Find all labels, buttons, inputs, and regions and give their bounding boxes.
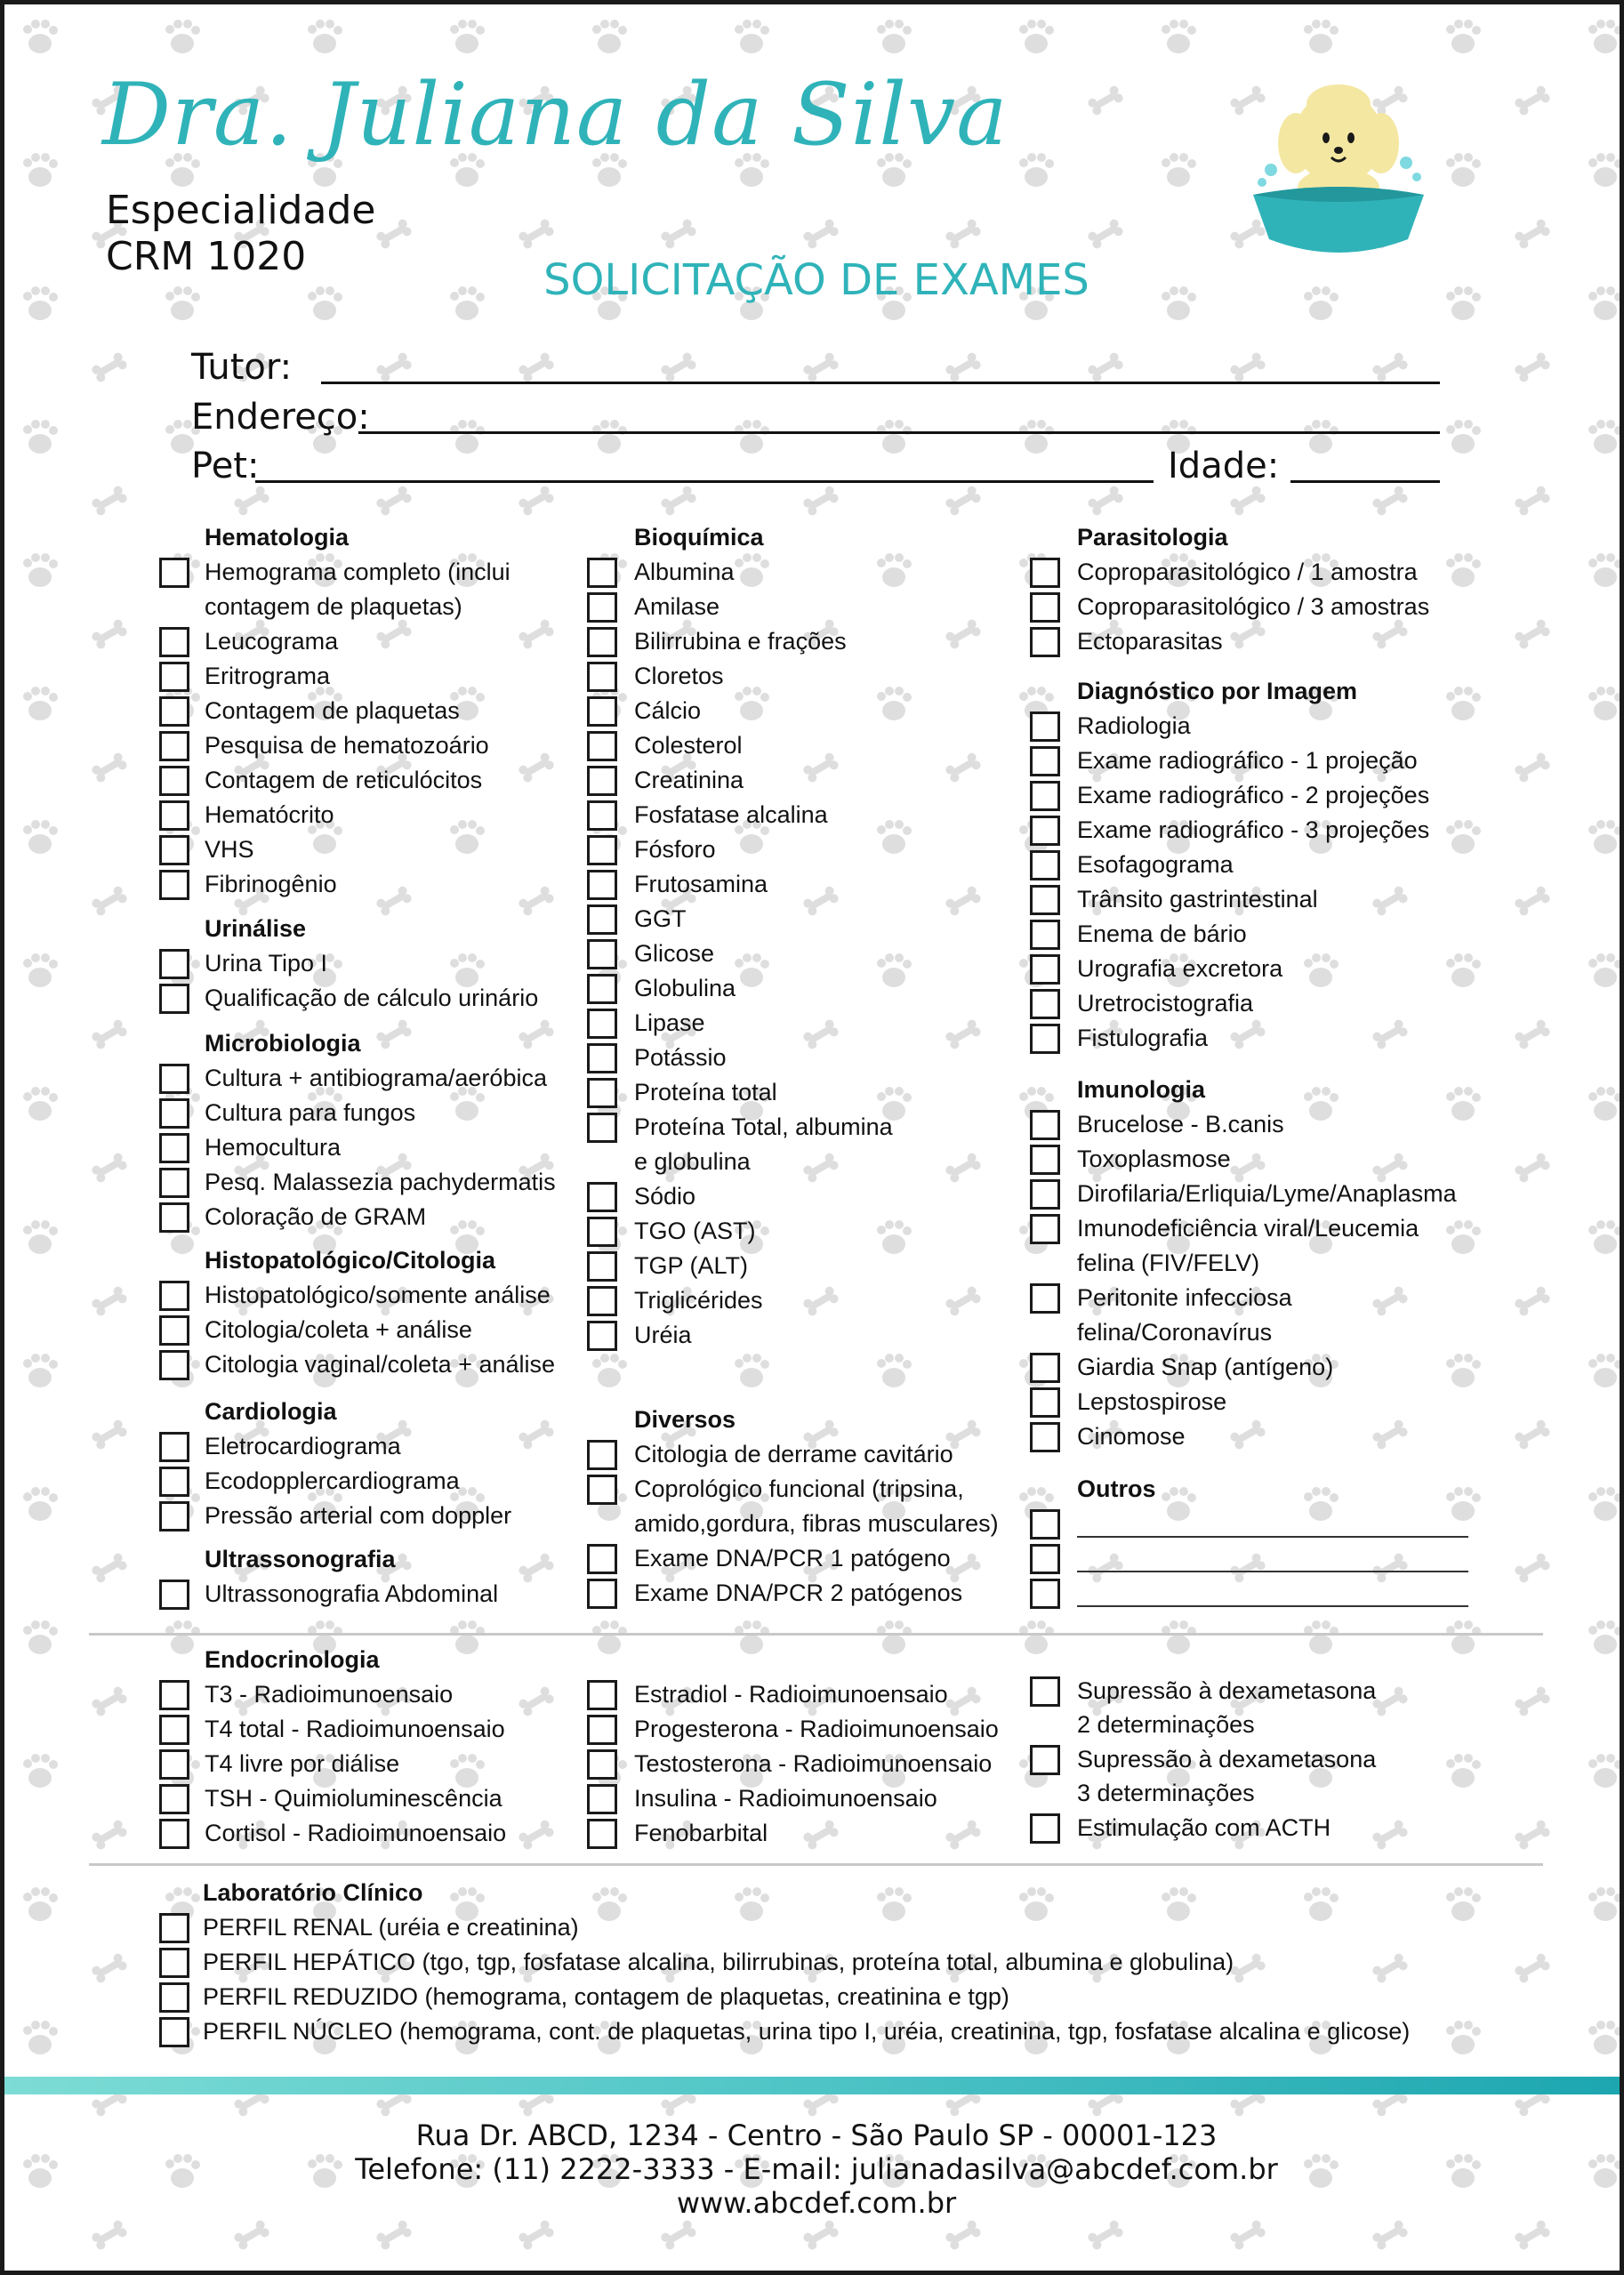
exam-label-imagem-5: Trânsito gastrintestinal xyxy=(1077,886,1318,912)
section-heading-endocrinologia: Endocrinologia xyxy=(205,1646,380,1673)
footer-address: Rua Dr. ABCD, 1234 - Centro - São Paulo SP - 00001-123 xyxy=(415,2118,1218,2152)
exam-label-endocrinologia-13: 3 determinações xyxy=(1077,1780,1255,1806)
exam-label-parasitologia-2: Ectoparasitas xyxy=(1077,628,1223,655)
checkbox-cardiologia-1[interactable] xyxy=(159,1467,189,1497)
section-heading-ultrassonografia: Ultrassonografia xyxy=(205,1546,396,1572)
exam-label-imagem-9: Fistulografia xyxy=(1077,1025,1209,1051)
exam-label-histopatologico-1: Citologia/coleta + análise xyxy=(205,1316,472,1343)
exam-label-endocrinologia-7: Testosterona - Radioimunoensaio xyxy=(634,1750,993,1777)
exam-label-urinalise-1: Qualificação de cálculo urinário xyxy=(205,985,539,1011)
exam-label-bioquimica-21: Triglicérides xyxy=(634,1287,763,1314)
checkbox-ultrassonografia-0[interactable] xyxy=(159,1580,189,1610)
checkbox-hematologia-5[interactable] xyxy=(159,731,189,761)
exam-label-bioquimica-4: Cálcio xyxy=(634,697,702,724)
pet-label: Pet: xyxy=(191,446,260,486)
checkbox-endocrinologia-3[interactable] xyxy=(159,1784,189,1814)
exam-label-cardiologia-2: Pressão arterial com doppler xyxy=(205,1502,512,1529)
checkbox-microbiologia-3[interactable] xyxy=(159,1168,189,1198)
exam-label-imunologia-4: felina (FIV/FELV) xyxy=(1077,1250,1260,1276)
checkbox-laboratorio-3[interactable] xyxy=(159,2017,189,2047)
exam-label-microbiologia-2: Hemocultura xyxy=(205,1134,342,1161)
checkbox-bioquimica-0[interactable] xyxy=(587,558,617,588)
footer-website[interactable]: www.abcdef.com.br xyxy=(676,2186,957,2220)
checkbox-bioquimica-21[interactable] xyxy=(587,1286,617,1316)
address-label: Endereço: xyxy=(191,397,370,438)
exam-label-imunologia-7: Giardia Snap (antígeno) xyxy=(1077,1354,1334,1380)
exam-label-imagem-3: Exame radiográfico - 3 projeções xyxy=(1077,816,1430,843)
exam-label-imagem-6: Enema de bário xyxy=(1077,920,1247,947)
section-heading-hematologia: Hematologia xyxy=(205,524,350,551)
exam-label-bioquimica-17: e globulina xyxy=(634,1148,751,1175)
exam-label-hematologia-9: Fibrinogênio xyxy=(205,871,337,897)
checkbox-imagem-3[interactable] xyxy=(1030,816,1060,846)
exam-label-parasitologia-1: Coproparasitológico / 3 amostras xyxy=(1077,593,1430,620)
exam-label-endocrinologia-0: T3 - Radioimunoensaio xyxy=(205,1681,454,1708)
checkbox-hematologia-6[interactable] xyxy=(159,766,189,796)
checkbox-bioquimica-1[interactable] xyxy=(587,592,617,623)
age-input-line[interactable] xyxy=(1290,480,1440,483)
exam-label-imagem-4: Esofagograma xyxy=(1077,851,1234,878)
checkbox-endocrinologia-9[interactable] xyxy=(587,1819,617,1849)
checkbox-endocrinologia-4[interactable] xyxy=(159,1819,189,1849)
checkbox-hematologia-7[interactable] xyxy=(159,800,189,831)
checkbox-imagem-9[interactable] xyxy=(1030,1024,1060,1054)
checkbox-microbiologia-1[interactable] xyxy=(159,1098,189,1129)
exam-label-hematologia-1: contagem de plaquetas) xyxy=(205,593,462,620)
checkbox-diversos-1[interactable] xyxy=(587,1475,617,1505)
checkbox-imagem-0[interactable] xyxy=(1030,711,1060,742)
checkbox-microbiologia-4[interactable] xyxy=(159,1202,189,1233)
exam-label-hematologia-6: Contagem de reticulócitos xyxy=(205,767,483,793)
checkbox-outros-1[interactable] xyxy=(1030,1544,1060,1574)
exam-label-endocrinologia-9: Fenobarbital xyxy=(634,1820,768,1846)
exam-label-imagem-8: Uretrocistografia xyxy=(1077,990,1254,1017)
checkbox-hematologia-4[interactable] xyxy=(159,696,189,727)
checkbox-laboratorio-2[interactable] xyxy=(159,1982,189,2013)
section-heading-bioquimica: Bioquímica xyxy=(634,524,764,551)
checkbox-imunologia-1[interactable] xyxy=(1030,1145,1060,1175)
exam-label-microbiologia-4: Coloração de GRAM xyxy=(205,1203,427,1230)
exam-label-cardiologia-0: Eletrocardiograma xyxy=(205,1433,401,1459)
exam-label-bioquimica-3: Cloretos xyxy=(634,663,724,689)
outros-write-in-line[interactable] xyxy=(1077,1571,1468,1572)
outros-write-in-line[interactable] xyxy=(1077,1605,1468,1607)
exam-label-cardiologia-1: Ecodopplercardiograma xyxy=(205,1467,460,1494)
exam-label-microbiologia-0: Cultura + antibiograma/aeróbica xyxy=(205,1065,547,1091)
section-heading-laboratorio: Laboratório Clínico xyxy=(203,1879,423,1906)
checkbox-outros-0[interactable] xyxy=(1030,1509,1060,1539)
section-heading-urinalise: Urinálise xyxy=(205,915,307,942)
specialty: Especialidade xyxy=(106,188,376,233)
exam-label-histopatologico-2: Citologia vaginal/coleta + análise xyxy=(205,1351,556,1378)
exam-label-bioquimica-20: TGP (ALT) xyxy=(634,1252,749,1279)
exam-label-imagem-0: Radiologia xyxy=(1077,712,1191,739)
section-heading-microbiologia: Microbiologia xyxy=(205,1030,361,1057)
exam-label-urinalise-0: Urina Tipo I xyxy=(205,950,328,977)
exam-label-bioquimica-5: Colesterol xyxy=(634,732,743,759)
address-input-line[interactable] xyxy=(358,431,1440,434)
checkbox-bioquimica-12[interactable] xyxy=(587,974,617,1004)
checkbox-outros-2[interactable] xyxy=(1030,1579,1060,1609)
exam-label-imagem-1: Exame radiográfico - 1 projeção xyxy=(1077,747,1418,774)
exam-label-imunologia-5: Peritonite infecciosa xyxy=(1077,1284,1292,1311)
checkbox-endocrinologia-7[interactable] xyxy=(587,1749,617,1780)
checkbox-microbiologia-0[interactable] xyxy=(159,1064,189,1094)
section-heading-parasitologia: Parasitologia xyxy=(1077,524,1228,551)
checkbox-imagem-7[interactable] xyxy=(1030,954,1060,985)
section-divider xyxy=(89,1863,1543,1866)
exam-label-diversos-2: amido,gordura, fibras musculares) xyxy=(634,1510,999,1537)
exam-label-endocrinologia-1: T4 total - Radioimunoensaio xyxy=(205,1716,505,1742)
footer-accent-bar xyxy=(4,2077,1624,2094)
checkbox-bioquimica-7[interactable] xyxy=(587,800,617,831)
exam-label-laboratorio-3: PERFIL NÚCLEO (hemograma, cont. de plaquetas, urina tipo I, uréia, creatinina, tgp, fosfatase alcalina e glicose) xyxy=(203,2018,1411,2045)
exam-label-endocrinologia-8: Insulina - Radioimunoensaio xyxy=(634,1785,937,1812)
exam-label-hematologia-2: Leucograma xyxy=(205,628,339,655)
exam-label-microbiologia-3: Pesq. Malassezia pachydermatis xyxy=(205,1169,556,1195)
exam-label-imagem-7: Urografia excretora xyxy=(1077,955,1283,982)
checkbox-bioquimica-11[interactable] xyxy=(587,939,617,969)
section-heading-histopatologico: Histopatológico/Citologia xyxy=(205,1247,495,1274)
checkbox-imagem-1[interactable] xyxy=(1030,746,1060,776)
checkbox-hematologia-8[interactable] xyxy=(159,835,189,865)
exam-label-imunologia-1: Toxoplasmose xyxy=(1077,1146,1231,1172)
checkbox-imagem-2[interactable] xyxy=(1030,781,1060,811)
checkbox-parasitologia-2[interactable] xyxy=(1030,627,1060,657)
exam-label-endocrinologia-12: Supressão à dexametasona xyxy=(1077,1746,1377,1773)
checkbox-laboratorio-0[interactable] xyxy=(159,1913,189,1943)
exam-label-bioquimica-16: Proteína Total, albumina xyxy=(634,1113,893,1140)
checkbox-microbiologia-2[interactable] xyxy=(159,1133,189,1163)
exam-label-bioquimica-19: TGO (AST) xyxy=(634,1218,756,1244)
checkbox-bioquimica-3[interactable] xyxy=(587,662,617,692)
checkbox-imunologia-2[interactable] xyxy=(1030,1179,1060,1210)
crm-number: CRM 1020 xyxy=(106,234,307,279)
section-heading-diversos: Diversos xyxy=(634,1406,736,1433)
checkbox-endocrinologia-14[interactable] xyxy=(1030,1813,1060,1844)
checkbox-imagem-8[interactable] xyxy=(1030,989,1060,1019)
checkbox-endocrinologia-1[interactable] xyxy=(159,1715,189,1745)
checkbox-hematologia-0[interactable] xyxy=(159,558,189,588)
exam-label-bioquimica-14: Potássio xyxy=(634,1044,727,1071)
checkbox-endocrinologia-0[interactable] xyxy=(159,1680,189,1710)
checkbox-histopatologico-1[interactable] xyxy=(159,1315,189,1346)
checkbox-hematologia-9[interactable] xyxy=(159,870,189,900)
checkbox-bioquimica-13[interactable] xyxy=(587,1009,617,1039)
exam-label-bioquimica-15: Proteína total xyxy=(634,1079,777,1105)
checkbox-laboratorio-1[interactable] xyxy=(159,1948,189,1978)
outros-write-in-line[interactable] xyxy=(1077,1536,1468,1538)
exam-label-hematologia-4: Contagem de plaquetas xyxy=(205,697,460,724)
exam-label-laboratorio-0: PERFIL RENAL (uréia e creatinina) xyxy=(203,1914,579,1941)
exam-label-diversos-3: Exame DNA/PCR 1 patógeno xyxy=(634,1545,951,1572)
checkbox-histopatologico-2[interactable] xyxy=(159,1350,189,1380)
page-title: SOLICITAÇÃO DE EXAMES xyxy=(543,255,1089,305)
checkbox-endocrinologia-8[interactable] xyxy=(587,1784,617,1814)
dog-in-bathtub-icon xyxy=(1241,65,1436,262)
exam-label-bioquimica-12: Globulina xyxy=(634,975,736,1001)
exam-label-bioquimica-7: Fosfatase alcalina xyxy=(634,801,828,828)
checkbox-bioquimica-2[interactable] xyxy=(587,627,617,657)
exam-label-parasitologia-0: Coproparasitológico / 1 amostra xyxy=(1077,559,1418,585)
checkbox-bioquimica-6[interactable] xyxy=(587,766,617,796)
exam-label-imunologia-6: felina/Coronavírus xyxy=(1077,1319,1273,1346)
exam-label-bioquimica-0: Albumina xyxy=(634,559,735,585)
exam-label-endocrinologia-5: Estradiol - Radioimunoensaio xyxy=(634,1681,948,1708)
checkbox-imunologia-5[interactable] xyxy=(1030,1283,1060,1314)
checkbox-bioquimica-8[interactable] xyxy=(587,835,617,865)
age-label: Idade: xyxy=(1168,446,1280,486)
exam-label-diversos-4: Exame DNA/PCR 2 patógenos xyxy=(634,1580,963,1606)
checkbox-hematologia-2[interactable] xyxy=(159,627,189,657)
exam-label-bioquimica-6: Creatinina xyxy=(634,767,744,793)
exam-label-bioquimica-11: Glicose xyxy=(634,940,715,967)
checkbox-bioquimica-9[interactable] xyxy=(587,870,617,900)
doctor-name: Dra. Juliana da Silva xyxy=(102,65,1009,165)
exam-label-imunologia-9: Cinomose xyxy=(1077,1423,1186,1450)
tutor-label: Tutor: xyxy=(191,347,293,388)
section-heading-cardiologia: Cardiologia xyxy=(205,1398,337,1425)
section-heading-imagem: Diagnóstico por Imagem xyxy=(1077,678,1358,704)
checkbox-urinalise-0[interactable] xyxy=(159,949,189,979)
exam-label-imunologia-2: Dirofilaria/Erliquia/Lyme/Anaplasma xyxy=(1077,1180,1457,1207)
checkbox-bioquimica-15[interactable] xyxy=(587,1078,617,1108)
checkbox-bioquimica-5[interactable] xyxy=(587,731,617,761)
checkbox-histopatologico-0[interactable] xyxy=(159,1281,189,1311)
exam-label-laboratorio-1: PERFIL HEPÁTICO (tgo, tgp, fosfatase alcalina, bilirrubinas, proteína total, albumina e globulina) xyxy=(203,1949,1234,1975)
checkbox-imunologia-9[interactable] xyxy=(1030,1422,1060,1452)
checkbox-imunologia-8[interactable] xyxy=(1030,1387,1060,1418)
checkbox-parasitologia-0[interactable] xyxy=(1030,558,1060,588)
checkbox-imunologia-3[interactable] xyxy=(1030,1214,1060,1244)
checkbox-parasitologia-1[interactable] xyxy=(1030,592,1060,623)
exam-label-endocrinologia-14: Estimulação com ACTH xyxy=(1077,1814,1331,1841)
checkbox-imunologia-7[interactable] xyxy=(1030,1353,1060,1383)
checkbox-bioquimica-18[interactable] xyxy=(587,1182,617,1212)
section-heading-imunologia: Imunologia xyxy=(1077,1076,1205,1103)
exam-label-bioquimica-22: Uréia xyxy=(634,1322,692,1348)
checkbox-imagem-4[interactable] xyxy=(1030,850,1060,880)
checkbox-endocrinologia-12[interactable] xyxy=(1030,1745,1060,1775)
checkbox-diversos-0[interactable] xyxy=(587,1440,617,1470)
exam-label-endocrinologia-4: Cortisol - Radioimunoensaio xyxy=(205,1820,507,1846)
exam-label-hematologia-7: Hematócrito xyxy=(205,801,334,828)
exam-label-hematologia-3: Eritrograma xyxy=(205,663,331,689)
checkbox-endocrinologia-2[interactable] xyxy=(159,1749,189,1780)
checkbox-bioquimica-4[interactable] xyxy=(587,696,617,727)
exam-label-endocrinologia-11: 2 determinações xyxy=(1077,1711,1255,1738)
checkbox-bioquimica-19[interactable] xyxy=(587,1217,617,1247)
checkbox-hematologia-3[interactable] xyxy=(159,662,189,692)
checkbox-cardiologia-2[interactable] xyxy=(159,1501,189,1531)
checkbox-endocrinologia-10[interactable] xyxy=(1030,1676,1060,1707)
section-heading-outros: Outros xyxy=(1077,1475,1156,1502)
checkbox-bioquimica-16[interactable] xyxy=(587,1113,617,1143)
section-divider xyxy=(89,1633,1543,1636)
checkbox-bioquimica-20[interactable] xyxy=(587,1251,617,1282)
pet-input-line[interactable] xyxy=(255,480,1154,483)
tutor-input-line[interactable] xyxy=(321,382,1440,384)
checkbox-urinalise-1[interactable] xyxy=(159,984,189,1014)
exam-label-diversos-0: Citologia de derrame cavitário xyxy=(634,1441,953,1467)
exam-label-histopatologico-0: Histopatológico/somente análise xyxy=(205,1282,551,1308)
exam-label-bioquimica-9: Frutosamina xyxy=(634,871,768,897)
exam-label-bioquimica-13: Lipase xyxy=(634,1009,705,1036)
exam-label-endocrinologia-10: Supressão à dexametasona xyxy=(1077,1677,1377,1704)
exam-label-endocrinologia-3: TSH - Quimioluminescência xyxy=(205,1785,502,1812)
exam-label-bioquimica-10: GGT xyxy=(634,905,687,932)
exam-label-hematologia-5: Pesquisa de hematozoário xyxy=(205,732,489,759)
checkbox-endocrinologia-5[interactable] xyxy=(587,1680,617,1710)
exam-label-imagem-2: Exame radiográfico - 2 projeções xyxy=(1077,782,1430,808)
exam-label-hematologia-8: VHS xyxy=(205,836,254,863)
exam-label-laboratorio-2: PERFIL REDUZIDO (hemograma, contagem de plaquetas, creatinina e tgp) xyxy=(203,1983,1009,2010)
exam-label-imunologia-0: Brucelose - B.canis xyxy=(1077,1111,1284,1138)
exam-label-bioquimica-18: Sódio xyxy=(634,1183,696,1210)
checkbox-cardiologia-0[interactable] xyxy=(159,1432,189,1462)
checkbox-imagem-5[interactable] xyxy=(1030,885,1060,915)
checkbox-imagem-6[interactable] xyxy=(1030,920,1060,950)
exam-label-bioquimica-8: Fósforo xyxy=(634,836,716,863)
checkbox-diversos-3[interactable] xyxy=(587,1544,617,1574)
footer-contact: Telefone: (11) 2222-3333 - E-mail: julianadasilva@abcdef.com.br xyxy=(355,2152,1278,2186)
checkbox-endocrinologia-6[interactable] xyxy=(587,1715,617,1745)
checkbox-bioquimica-10[interactable] xyxy=(587,904,617,935)
exam-label-endocrinologia-6: Progesterona - Radioimunoensaio xyxy=(634,1716,999,1742)
exam-label-bioquimica-2: Bilirrubina e frações xyxy=(634,628,847,655)
exam-label-microbiologia-1: Cultura para fungos xyxy=(205,1099,416,1126)
exam-label-imunologia-3: Imunodeficiência viral/Leucemia xyxy=(1077,1215,1419,1242)
exam-label-ultrassonografia-0: Ultrassonografia Abdominal xyxy=(205,1580,499,1607)
checkbox-bioquimica-22[interactable] xyxy=(587,1321,617,1351)
exam-label-imunologia-8: Lepstospirose xyxy=(1077,1388,1227,1415)
exam-label-hematologia-0: Hemograma completo (inclui xyxy=(205,559,511,585)
checkbox-imunologia-0[interactable] xyxy=(1030,1110,1060,1140)
checkbox-bioquimica-14[interactable] xyxy=(587,1043,617,1073)
exam-label-endocrinologia-2: T4 livre por diálise xyxy=(205,1750,400,1777)
checkbox-diversos-4[interactable] xyxy=(587,1579,617,1609)
exam-label-bioquimica-1: Amilase xyxy=(634,593,720,620)
exam-label-diversos-1: Coprológico funcional (tripsina, xyxy=(634,1475,964,1502)
